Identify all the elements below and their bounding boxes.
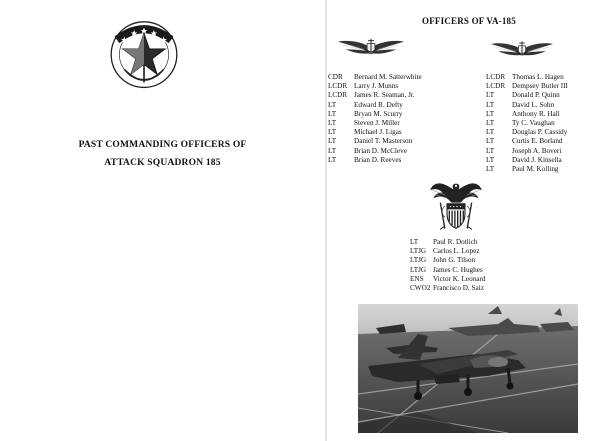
rank: CDR [328, 73, 343, 81]
rank: LT [410, 238, 419, 246]
officer-name: Curtis E. Borland [512, 137, 563, 146]
left-heading-line2: ATTACK SQUADRON 185 [104, 158, 221, 168]
right-page [327, 0, 600, 441]
list-item [410, 266, 485, 275]
officer-name: Paul M. Kolling [512, 165, 559, 174]
officer-name: Dempsey Butler III [512, 82, 568, 91]
roster-bottom [410, 238, 485, 293]
rank: LTJG [410, 256, 427, 265]
officer-name: David L. Sohn [512, 100, 555, 109]
officer-name: Bernard M. Satterwhite [354, 73, 422, 81]
officer-name: Donald P. Quinn [512, 91, 560, 100]
officer-name: Thomas L. Hagen [512, 73, 564, 81]
list-item [328, 128, 422, 137]
officer-name: Francisco D. Saiz [433, 284, 484, 293]
list-item [486, 73, 568, 82]
rank: LT [328, 100, 337, 109]
officer-name: James R. Seaman, Jr. [354, 91, 415, 100]
rank: LT [486, 119, 495, 128]
rank: LCDR [486, 82, 506, 91]
list-item [486, 101, 568, 110]
rank: LT [486, 146, 495, 155]
rank: LT [328, 146, 337, 155]
roster-right [486, 73, 568, 174]
list-item [328, 147, 422, 156]
officer-name: Carlos L. Lopez [433, 247, 480, 256]
officer-name: Anthony R. Hall [512, 109, 560, 118]
aircraft-carrier-photo [358, 304, 578, 433]
list-item [328, 137, 422, 146]
list-item [328, 82, 422, 91]
rank: LTJG [410, 265, 427, 274]
roster-left [328, 73, 422, 165]
list-item [328, 73, 422, 82]
officer-name: Bryan M. Scurry [354, 109, 403, 118]
rank: LT [486, 100, 495, 109]
rank: LT [486, 155, 495, 164]
list-item [328, 110, 422, 119]
officer-name: Brian D. Reeves [354, 155, 402, 164]
rank: LT [486, 91, 495, 100]
rank: LCDR [328, 82, 348, 91]
officer-name: Steven J. Miller [354, 119, 400, 128]
list-item [410, 238, 485, 247]
star-squadron-emblem-icon [103, 12, 185, 94]
officer-name: Edward R. Defty [354, 100, 403, 109]
rank: CWO2 [410, 284, 431, 293]
list-item [328, 156, 422, 165]
officer-name: Michael J. Ligas [354, 128, 402, 137]
officer-name: Larry J. Munns [354, 82, 399, 91]
rank: LT [328, 137, 337, 146]
officer-name: Brian D. McCleve [354, 146, 407, 155]
list-item [410, 284, 485, 293]
rank: ENS [410, 274, 424, 283]
officer-name: John G. Tilson [433, 256, 476, 265]
page-title: OFFICERS OF VA-185 [422, 16, 516, 26]
rank: LCDR [328, 91, 348, 100]
list-item [410, 256, 485, 265]
carrier-deck-image [358, 304, 578, 433]
rank: LT [328, 155, 337, 164]
rank: LT [328, 128, 337, 137]
rank: LTJG [410, 247, 427, 256]
officer-name: Joseph A. Boveri [512, 146, 562, 155]
rank: LT [486, 137, 495, 146]
rank: LT [328, 109, 337, 118]
list-item [486, 91, 568, 100]
rank: LT [328, 119, 337, 128]
officer-name: Victor K. Leonard [433, 274, 486, 283]
officer-name: Douglas P. Cassidy [512, 128, 568, 137]
list-item [410, 275, 485, 284]
aviator-wings-icon [337, 34, 405, 60]
officer-name: Paul R. Dotlich [433, 238, 478, 246]
list-item [328, 101, 422, 110]
left-heading-line1: PAST COMMANDING OFFICERS OF [78, 140, 247, 150]
list-item [486, 156, 568, 165]
officer-name: David J. Kinsella [512, 155, 562, 164]
aviator-wings-icon [490, 36, 554, 62]
list-item [486, 165, 568, 174]
rank: LT [486, 165, 495, 174]
list-item [486, 137, 568, 146]
list-item [486, 82, 568, 91]
rank: LCDR [486, 73, 506, 81]
list-item [410, 247, 485, 256]
list-item [328, 119, 422, 128]
list-item [486, 110, 568, 119]
list-item [486, 119, 568, 128]
list-item [486, 147, 568, 156]
list-item [328, 91, 422, 100]
officer-name: Ty C. Vaughan [512, 119, 555, 128]
rank: LT [486, 109, 495, 118]
list-item [486, 128, 568, 137]
officer-name: James C. Hughes [433, 265, 483, 274]
officer-name: Daniel T. Masterson [354, 137, 413, 146]
rank: LT [486, 128, 495, 137]
navy-eagle-crest-icon [427, 178, 485, 234]
